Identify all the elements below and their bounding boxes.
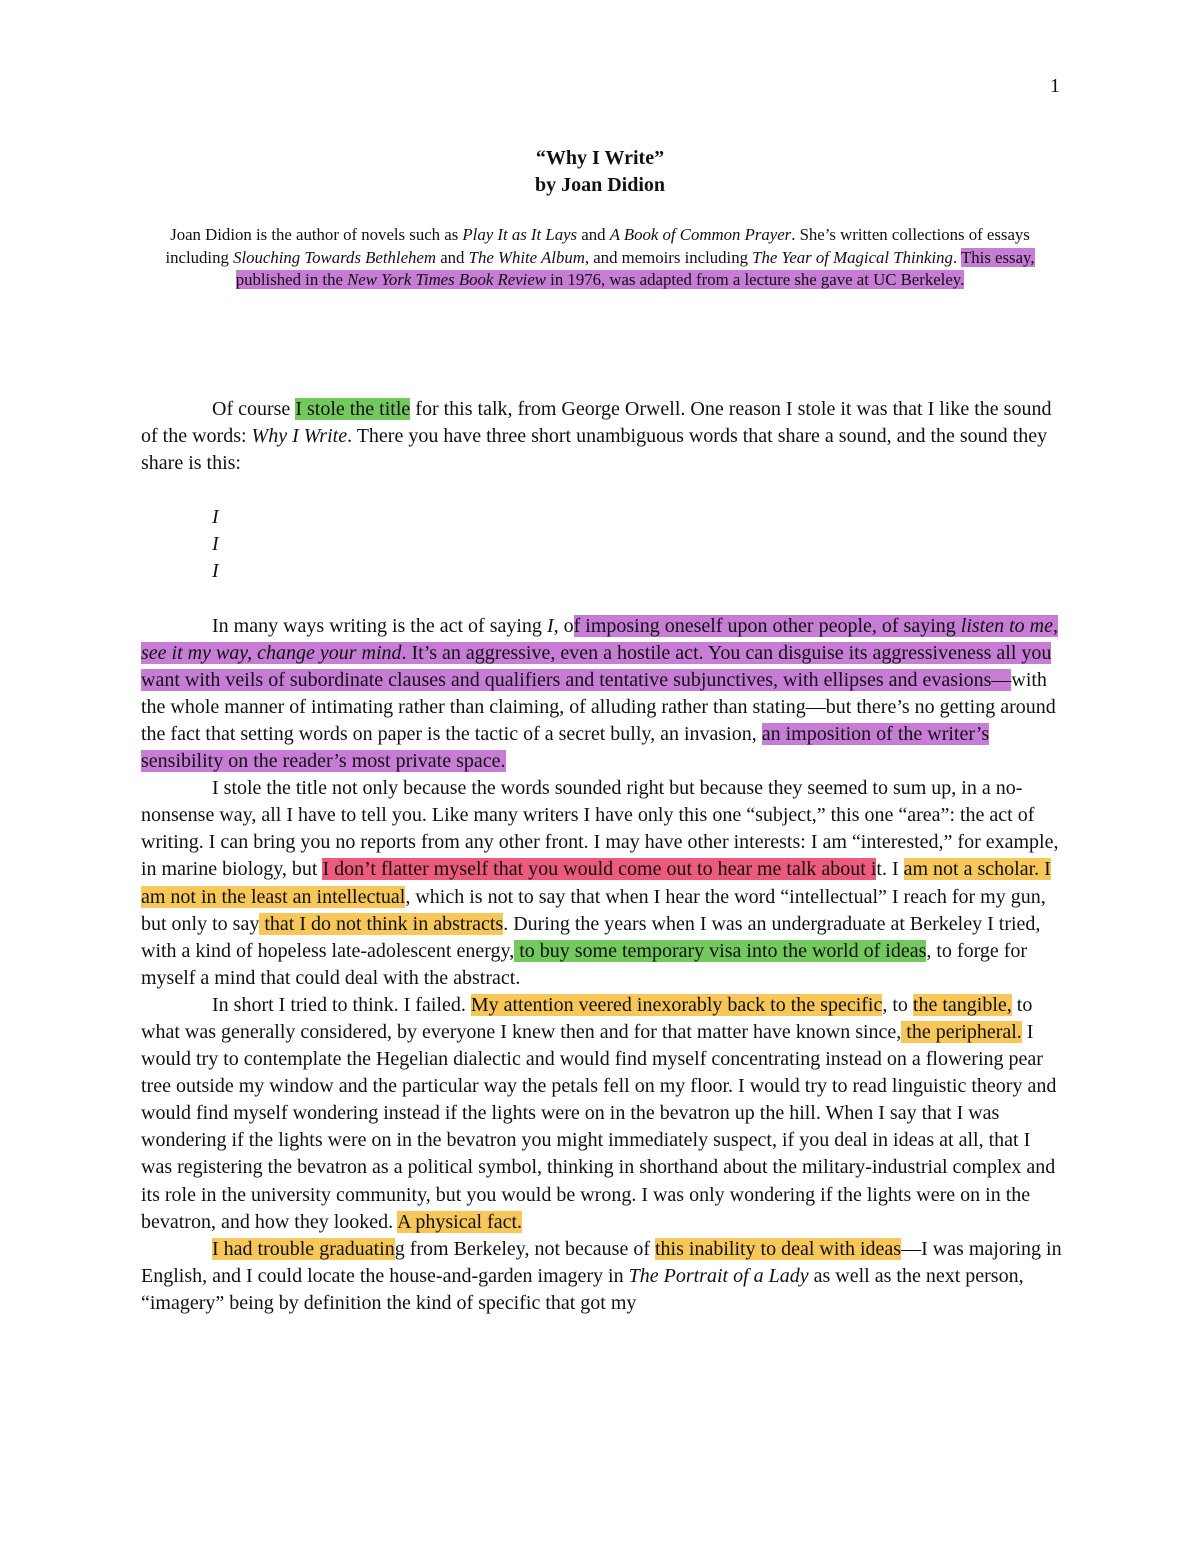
i-list-item: I	[212, 533, 219, 556]
essay-body	[141, 396, 1063, 1317]
text-run: In short I tried to think. I failed.	[212, 993, 471, 1016]
text-run: to what was generally considered, by everyone I knew then and for that matter have known since,	[141, 993, 1033, 1043]
text-run: for this talk, from George Orwell. One reason I stole it was that I like the sound of the words:	[141, 398, 1052, 448]
highlight-purple: New York Times Book Review	[347, 270, 546, 290]
highlight-yellow: that I do not think in abstracts	[259, 912, 504, 935]
highlight-yellow: the peripheral.	[901, 1020, 1022, 1043]
text-run: I stole the title not only because the words sounded right but because they seemed to sum up, in a no-nonsense way, all I have to tell you. Like many writers I have only this one “subject,” this one “area”: the act of writing. I can bring you no reports from any other front. I may have other interests: I am “interested,” for example, in marine biology, but	[141, 777, 1059, 881]
intro-text: , and memoirs including	[584, 247, 753, 267]
paragraph	[141, 396, 1063, 477]
highlight-yellow: am not a scholar. I am not in the least an intellectual	[141, 858, 1051, 908]
highlight-green: to buy some temporary visa into the world of ideas	[514, 939, 927, 962]
italic-text: The Portrait of a Lady	[628, 1264, 809, 1287]
text-run: g from Berkeley, not because of	[394, 1237, 655, 1260]
text-run: , to forge for myself a mind that could deal with the abstract.	[141, 939, 1028, 989]
intro-text: Joan Didion is the author of novels such as	[170, 225, 463, 244]
i-list-item: I	[212, 560, 219, 583]
intro-title: The Year of Magical Thinking	[752, 247, 953, 267]
i-list	[212, 504, 1063, 585]
intro-title: A Book of Common Prayer	[609, 225, 792, 244]
essay-title: “Why I Write”	[535, 147, 665, 169]
intro-title: Play It as It Lays	[462, 225, 578, 244]
text-run: with the whole manner of intimating rather than claiming, of alluding rather than stating—but there’s no getting around the fact that setting words on paper is the tactic of a secret bully, an invasion,	[141, 668, 1056, 745]
italic-text: Why I Write	[251, 425, 348, 448]
highlight-yellow: the tangible,	[912, 993, 1012, 1016]
text-run: I would try to contemplate the Hegelian dialectic and would find myself concentrating instead on a flowering pear tree outside my window and the particular way the petals fell on my floor. I would try to read linguistic theory and would find myself wondering instead if the lights were on in the bevatron up the hill. When I say that I was wondering if the lights were on in the bevatron you might immediately suspect, if you deal in ideas at all, that I was registering the bevatron as a political symbol, thinking in shorthand about the military-industrial complex and its role in the university community, but you would be wrong. I was only wondering if the lights were on in the bevatron, and how they looked.	[141, 1020, 1057, 1233]
paragraph	[141, 1236, 1063, 1317]
intro-text: and	[436, 247, 469, 267]
highlight-pink: I don’t flatter myself that you would come out to hear me talk about i	[322, 858, 877, 881]
text-run: —I was majoring in English, and I could locate the house-and-garden imagery in	[141, 1237, 1062, 1287]
text-run: In many ways writing is the act of saying	[212, 614, 547, 637]
highlight-yellow: this inability to deal with ideas	[655, 1237, 902, 1260]
italic-text: I	[546, 614, 554, 637]
intro-text: . She’s written collections of essays including	[165, 225, 1030, 267]
author-intro	[150, 224, 1050, 292]
page-number: 1	[1050, 75, 1060, 97]
text-run: . During the years when I was an undergraduate at Berkeley I tried, with a kind of hopeless late-adolescent energy,	[141, 912, 1041, 962]
text-run: t. I	[876, 858, 904, 881]
text-run: , o	[553, 614, 574, 637]
intro-text: .	[952, 247, 962, 267]
text-run: as well as the next person, “imagery” being by definition the kind of specific that got my	[141, 1264, 1024, 1314]
highlight-yellow: I had trouble graduatin	[212, 1237, 395, 1260]
highlight-purple: an imposition of the writer’s sensibility on the reader’s most private space.	[141, 722, 990, 773]
text-run: . There you have three short unambiguous words that share a sound, and the sound they share is this:	[141, 425, 1048, 475]
byline: by Joan Didion	[534, 174, 666, 196]
text-run: Of course	[212, 398, 296, 420]
intro-text: and	[577, 225, 610, 244]
title-block	[140, 145, 1060, 199]
text-run: , to	[882, 993, 913, 1016]
paragraph	[141, 775, 1063, 992]
paragraph	[141, 613, 1063, 776]
intro-title: Slouching Towards Bethlehem	[233, 247, 436, 267]
highlight-yellow: My attention veered inexorably back to the specific	[470, 993, 883, 1016]
text-run: , which is not to say that when I hear the word “intellectual” I reach for my gun, but only to say	[141, 885, 1046, 935]
highlight-purple: f imposing oneself upon other people, of saying	[573, 614, 961, 637]
highlight-purple: This essay, published in the	[235, 247, 1035, 290]
paragraph	[141, 992, 1063, 1236]
highlight-purple: . It’s an aggressive, even a hostile act. You can disguise its aggressiveness all you want with veils of subordinate clauses and qualifiers and tentative subjunctives, with ellipses and evasions—	[141, 641, 1052, 691]
highlight-purple: listen to me, see it my way, change your mind	[141, 614, 1058, 664]
highlight-green: I stole the title	[295, 398, 411, 420]
intro-title: The White Album	[468, 247, 585, 267]
i-list-item: I	[212, 506, 219, 529]
highlight-purple: in 1976, was adapted from a lecture she gave at UC Berkeley.	[545, 270, 965, 290]
highlight-yellow: A physical fact.	[397, 1210, 523, 1233]
